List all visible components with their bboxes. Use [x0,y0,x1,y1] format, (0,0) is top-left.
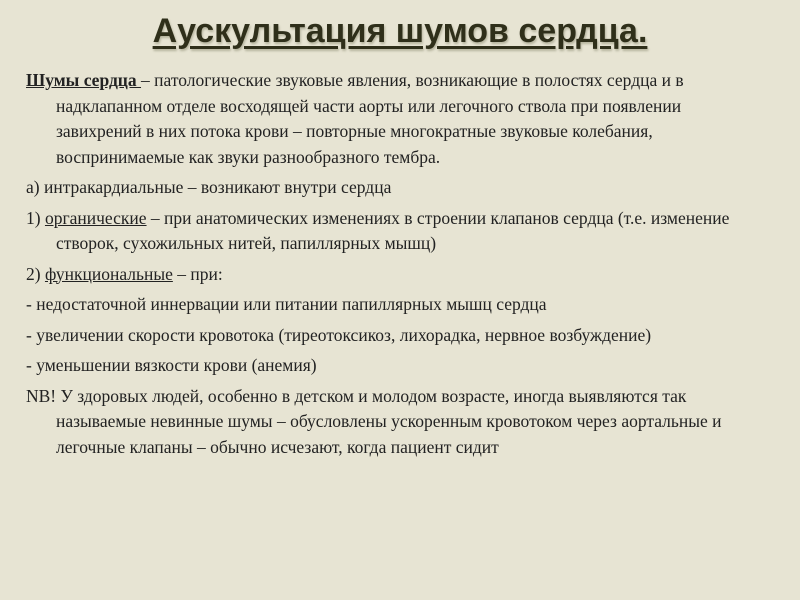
nb-note: NB! У здоровых людей, особенно в детском и молодом возрасте, иногда выявляются так называемые невинные шумы – обусловлены ускоренным кровотоком через аортальные и легочные клапаны – обычно исчезают, когда пациент сидит [26,385,722,457]
organic-term: органические [44,207,147,228]
organic-text: – при анатомических изменениях в строении клапанов сердца (т.е. изменение створок, сухожильных нитей, папиллярных мышц) [56,207,730,253]
cause-item: - недостаточной иннервации или питании папиллярных мышц сердца [26,294,547,314]
cause-item: - увеличении скорости кровотока (тиреотоксикоз, лихорадка, нервное возбуждение) [26,324,652,345]
definition-term: Шумы сердца [26,70,142,90]
organic-paragraph [26,206,746,257]
organic-prefix: 1) [26,207,45,228]
functional-term: функциональные [44,263,173,284]
intracardiac-line: а) интракардиальные – возникают внутри сердца [26,177,392,197]
functional-text: – при: [172,263,223,284]
slide-body [26,68,746,465]
cause-item: - уменьшении вязкости крови (анемия) [26,355,317,375]
definition-text: – патологические звуковые явления, возникающие в полостях сердца и в надклапанном отделе восходящей части аорты или легочного ствола при появлении завихрений в них потока крови – повторные многократные звуковые колебания, воспринимаемые как звуки разнообразного тембра. [56,70,684,167]
functional-prefix: 2) [26,263,45,284]
slide-title: Аускультация шумов сердца. [152,12,648,50]
definition-paragraph [26,68,746,170]
functional-paragraph [26,262,746,288]
